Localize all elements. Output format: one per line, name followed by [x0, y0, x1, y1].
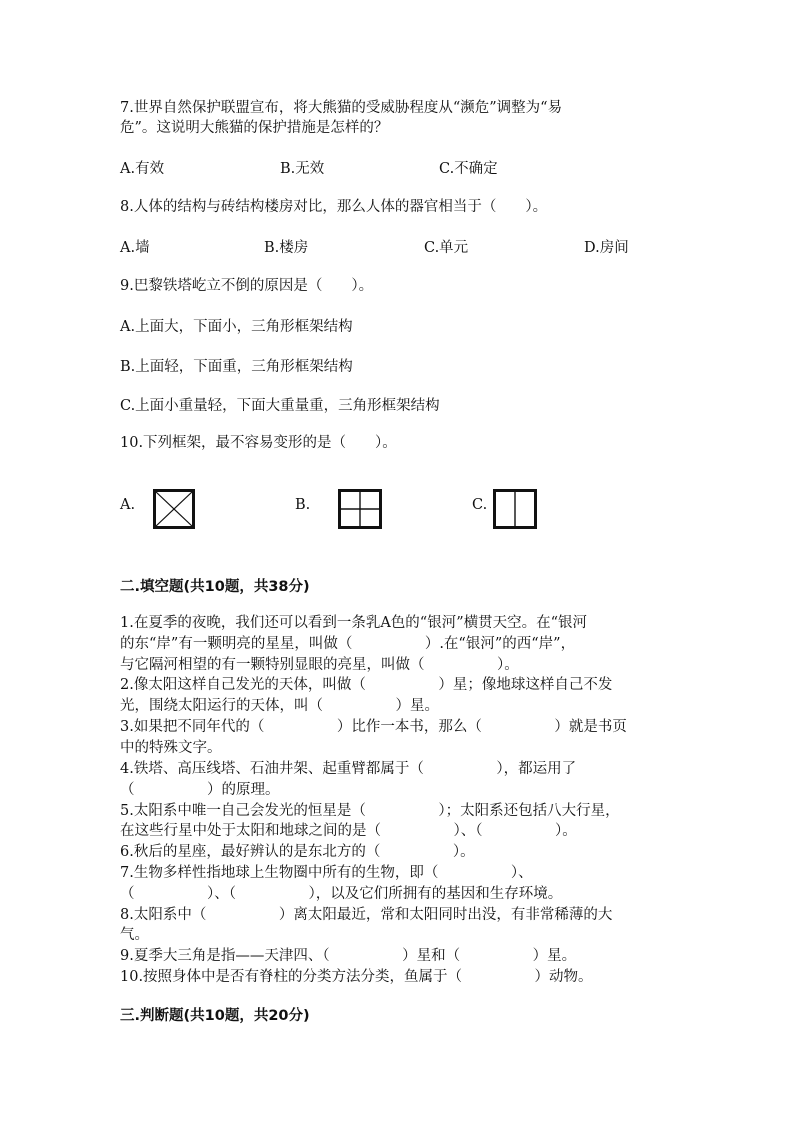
q7-stem-line1: 7.世界自然保护联盟宣布，将大熊猫的受威胁程度从“濒危”调整为“易: [120, 100, 563, 116]
fill-line: 光，围绕太阳运行的天体，叫（ ）星。: [120, 698, 439, 714]
q8-option-b[interactable]: B.楼房: [264, 240, 309, 256]
fill-line: 4.铁塔、高压线塔、石油井架、起重臂都属于（ ），都运用了: [120, 761, 577, 777]
q9-option-a[interactable]: A.上面大，下面小，三角形框架结构: [120, 319, 353, 335]
frame-vertical-split-figure[interactable]: [493, 489, 535, 529]
frame-diagonal-cross-figure[interactable]: [153, 489, 195, 529]
fill-line: 的东“岸”有一颗明亮的星星，叫做（ ）.在“银河”的西“岸”，: [120, 636, 576, 652]
q10-stem: 10.下列框架，最不容易变形的是（ ）。: [120, 435, 397, 451]
fill-line: 中的特殊文字。: [120, 740, 222, 756]
q10-option-a-label[interactable]: A.: [120, 497, 136, 513]
fill-line: 6.秋后的星座，最好辨认的是东北方的（ ）。: [120, 844, 475, 860]
fill-line: 10.按照身体中是否有脊柱的分类方法分类，鱼属于（ ）动物。: [120, 969, 593, 985]
fill-line: 5.太阳系中唯一自己会发光的恒星是（ ）；太阳系还包括八大行星，: [120, 803, 620, 819]
q9-option-b[interactable]: B.上面轻，下面重，三角形框架结构: [120, 359, 353, 375]
section2-title: 二.填空题(共10题，共38分): [120, 579, 310, 595]
fill-line: 2.像太阳这样自己发光的天体，叫做（ ）星；像地球这样自己不发: [120, 677, 613, 693]
q8-option-c[interactable]: C.单元: [424, 240, 469, 256]
q10-option-c-label[interactable]: C.: [472, 497, 488, 513]
q10-option-b-label[interactable]: B.: [295, 497, 311, 513]
q7-option-a[interactable]: A.有效: [120, 161, 165, 177]
fill-line: 1.在夏季的夜晚，我们还可以看到一条乳A色的“银河”横贯天空。在“银河: [120, 615, 588, 631]
q7-stem-line2: 危”。这说明大熊猫的保护措施是怎样的？: [120, 120, 389, 136]
q7-option-c[interactable]: C.不确定: [439, 161, 498, 177]
fill-line: （ ）、（ ），以及它们所拥有的基因和生存环境。: [120, 886, 563, 902]
q7-option-b[interactable]: B.无效: [280, 161, 325, 177]
fill-line: 7.生物多样性指地球上生物圈中所有的生物，即（ ）、: [120, 865, 533, 881]
section3-title: 三.判断题(共10题，共20分): [120, 1008, 310, 1024]
q8-option-d[interactable]: D.房间: [584, 240, 629, 256]
fill-line: 8.太阳系中（ ）离太阳最近，常和太阳同时出没，有非常稀薄的大: [120, 907, 613, 923]
fill-line: 9.夏季大三角是指——天津四、（ ）星和（ ）星。: [120, 948, 577, 964]
frame-grid-figure[interactable]: [338, 489, 380, 529]
q9-option-c[interactable]: C.上面小重量轻，下面大重量重，三角形框架结构: [120, 398, 440, 414]
q8-stem: 8.人体的结构与砖结构楼房对比，那么人体的器官相当于（ ）。: [120, 199, 548, 215]
fill-line: 3.如果把不同年代的（ ）比作一本书，那么（ ）就是书页: [120, 719, 627, 735]
fill-line: 气。: [120, 927, 149, 943]
q8-option-a[interactable]: A.墙: [120, 240, 150, 256]
fill-line: 在这些行星中处于太阳和地球之间的是（ ）、（ ）。: [120, 823, 577, 839]
q9-stem: 9.巴黎铁塔屹立不倒的原因是（ ）。: [120, 278, 374, 294]
fill-line: 与它隔河相望的有一颗特别显眼的亮星，叫做（ ）。: [120, 657, 519, 673]
fill-line: （ ）的原理。: [120, 782, 280, 798]
